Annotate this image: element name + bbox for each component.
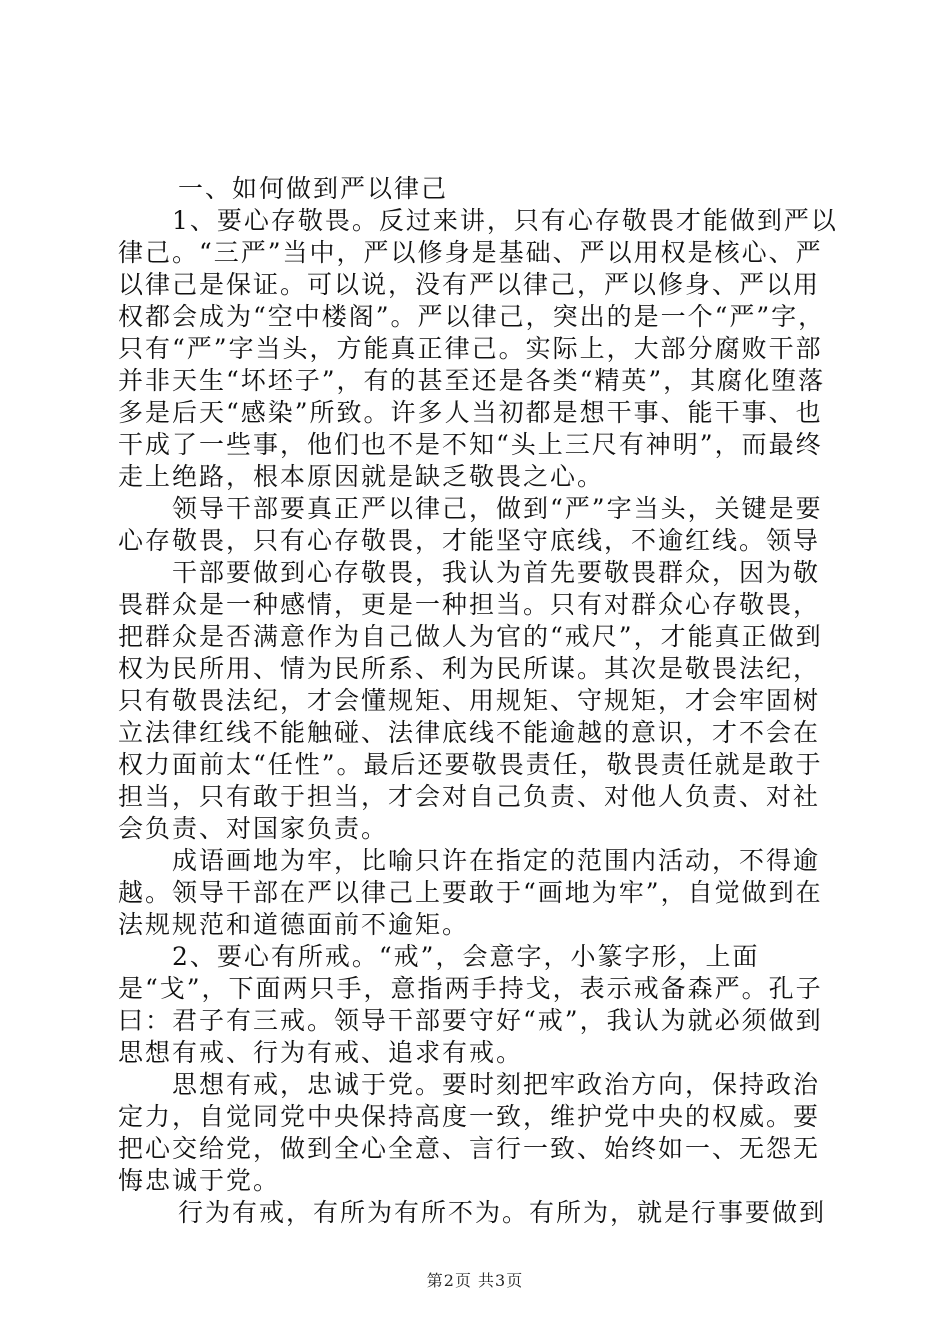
document-body xyxy=(118,173,838,1229)
section-heading: 一、如何做到严以律己 xyxy=(178,174,449,203)
paragraph-4: 成语画地为牢，比喻只许在指定的范围内活动，不得逾越。领导干部在严以律己上要敢于“画地为牢”，自觉做到在法规规范和道德面前不逾矩。 xyxy=(118,846,823,939)
paragraph-3: 干部要做到心存敬畏，我认为首先要敬畏群众，因为敬畏群众是一种感情，更是一种担当。只有对群众心存敬畏，把群众是否满意作为自己做人为官的“戒尺”，才能真正做到权为民所用、情为民所系、利为民所谋。其次是敬畏法纪，只有敬畏法纪，才会懂规矩、用规矩、守规矩，才会牢固树立法律红线不能触碰、法律底线不能逾越的意识，才不会在权力面前太“任性”。最后还要敬畏责任，敬畏责任就是敢于担当，只有敢于担当，才会对自己负责、对他人负责、对社会负责、对国家负责。 xyxy=(118,558,823,843)
page-number-footer: 第2页 共3页 xyxy=(426,1271,524,1290)
paragraph-2: 领导干部要真正严以律己，做到“严”字当头，关键是要心存敬畏，只有心存敬畏，才能坚守底线，不逾红线。领导 xyxy=(118,494,823,555)
paragraph-6: 思想有戒，忠诚于党。要时刻把牢政治方向，保持政治定力，自觉同党中央保持高度一致，维护党中央的权威。要把心交给党，做到全心全意、言行一致、始终如一、无怨无悔忠诚于党。 xyxy=(118,1070,821,1195)
paragraph-5: 2、要心有所戒。“戒”，会意字，小篆字形，上面是“戈”，下面两只手，意指两手持戈，表示戒备森严。孔子曰：君子有三戒。领导干部要守好“戒”，我认为就必须做到思想有戒、行为有戒、追求有戒。 xyxy=(118,942,823,1067)
paragraph-7: 行为有戒，有所为有所不为。有所为，就是行事要做到 xyxy=(178,1198,827,1227)
paragraph-1: 1、要心存敬畏。反过来讲，只有心存敬畏才能做到严以律己。“三严”当中，严以修身是基础、严以用权是核心、严以律己是保证。可以说，没有严以律己，严以修身、严以用权都会成为“空中楼阁”。严以律己，突出的是一个“严”字，只有“严”字当头，方能真正律己。实际上，大部分腐败干部并非天生“坏坯子”，有的甚至还是各类“精英”，其腐化堕落多是后天“感染”所致。许多人当初都是想干事、能干事、也干成了一些事，他们也不是不知“头上三尺有神明”，而最终走上绝路，根本原因就是缺乏敬畏之心。 xyxy=(118,206,838,491)
